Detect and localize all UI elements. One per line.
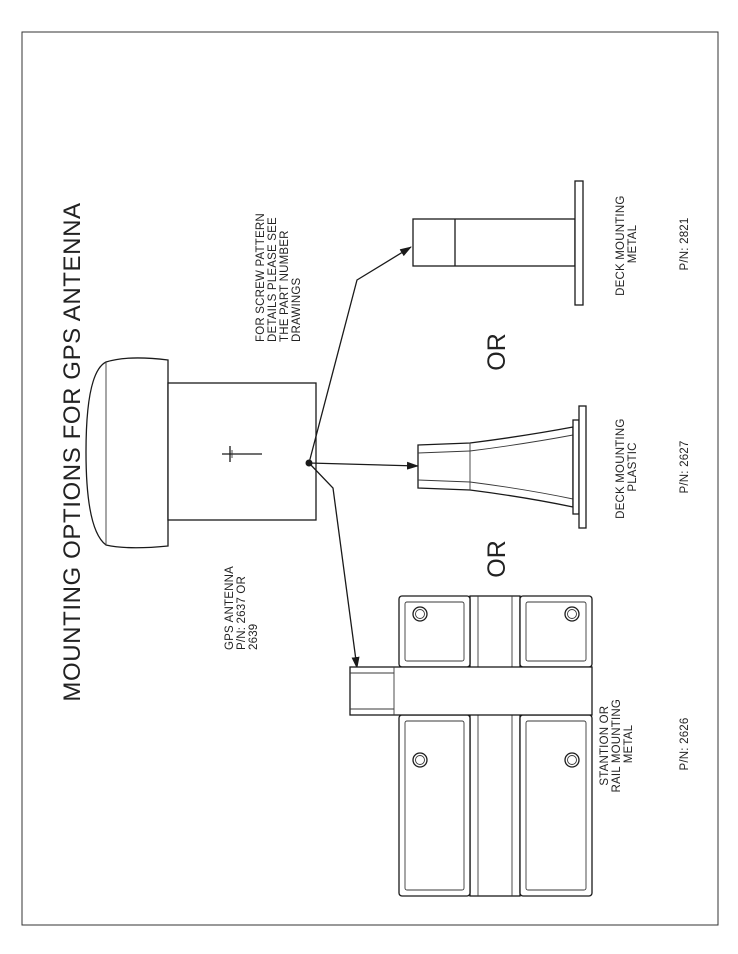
antenna-dome [86,358,168,548]
stanchion-label-line-2: RAIL MOUNTING [611,698,623,793]
deck-metal-label-line-1: DECK MOUNTING [615,195,627,296]
arrow-to-deck-plastic [309,463,418,466]
gps-antenna-label-line-2: P/N: 2637 OR [236,576,248,650]
arrow-to-deck-metal [309,247,411,463]
deck-plastic-mount-drawing [418,406,586,528]
deck-metal-mount-drawing [413,181,583,305]
or-label-bottom: OR [483,540,511,578]
stanchion-pn: P/N: 2626 [679,717,691,771]
note-line-1: FOR SCREW PATTERN [255,213,267,342]
deck-plastic-pn: P/N: 2627 [679,440,691,494]
deck-metal-label [615,192,639,296]
antenna-mast [168,383,316,520]
screw-pattern-note [255,210,303,342]
drawing-title: MOUNTING OPTIONS FOR GPS ANTENNA [59,202,86,702]
gps-antenna-label-line-3: 2639 [248,623,260,650]
stanchion-label [599,696,635,793]
gps-antenna-label [224,563,260,650]
deck-plastic-label-line-2: PLASTIC [627,442,639,492]
deck-metal-label-line-2: METAL [627,224,639,264]
gps-antenna-label-line-1: GPS ANTENNA [224,566,236,650]
gps-antenna-drawing [86,358,316,548]
note-line-4: DRAWINGS [291,277,303,342]
stanchion-label-line-1: STANTION OR [599,705,611,786]
stanchion-mount-drawing [350,596,592,896]
note-line-3: THE PART NUMBER [279,230,291,342]
deck-metal-pn: P/N: 2821 [679,217,691,271]
deck-plastic-label-line-1: DECK MOUNTING [615,418,627,519]
note-line-2: DETAILS PLEASE SEE [267,217,279,342]
or-label-top: OR [483,333,511,371]
deck-plastic-label [615,415,639,519]
stanchion-label-line-3: METAL [623,724,635,764]
